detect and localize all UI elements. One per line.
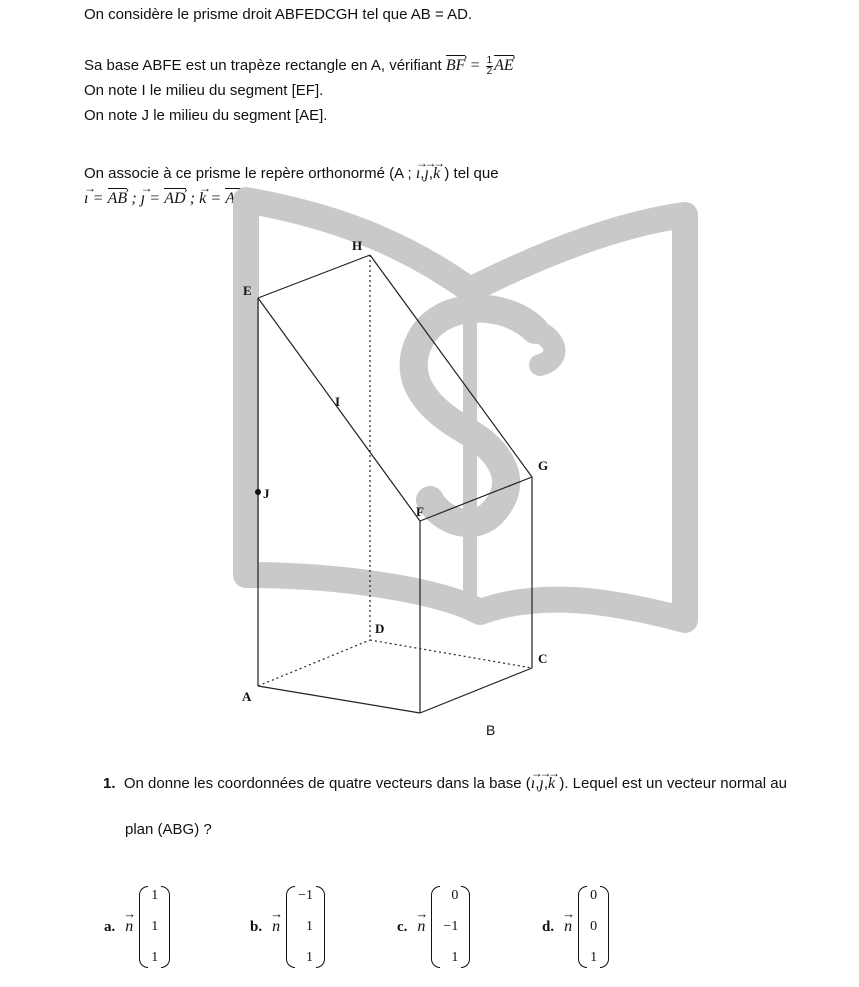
vector-entries: [148, 886, 161, 968]
right-paren: [161, 886, 170, 968]
edge-ab: [258, 686, 420, 713]
equals-sign: =: [210, 190, 222, 207]
entry-x: −1: [298, 888, 313, 903]
column-vector: [578, 886, 609, 968]
label-j: J: [263, 486, 270, 501]
fraction-numerator: 1: [486, 54, 493, 66]
entry-y: −1: [443, 919, 459, 934]
question-text-end: ). Lequel est un vecteur normal au: [559, 775, 787, 792]
edge-bc: [420, 668, 532, 713]
semicolon: ;: [131, 190, 141, 207]
frame-text-end: ) tel que: [444, 165, 499, 182]
vector-k: k →: [199, 187, 206, 209]
choice-b[interactable]: [250, 886, 325, 968]
vector-k: k →: [548, 772, 555, 794]
fraction-denominator: 2: [486, 65, 493, 77]
entry-y: 1: [306, 919, 313, 934]
vector-aj: › AJ: [225, 187, 242, 209]
comma: ,: [535, 775, 540, 792]
vector-n: n →: [272, 918, 280, 936]
edge-ef: [258, 298, 420, 521]
column-vector: [139, 886, 170, 968]
comma: ,: [428, 165, 434, 182]
right-paren: [316, 886, 325, 968]
label-b: B: [486, 722, 496, 738]
left-paren: [286, 886, 295, 968]
right-paren: [600, 886, 609, 968]
statement-line-4: On note J le milieu du segment [AE].: [84, 107, 328, 124]
choice-b-letter: b.: [250, 918, 263, 935]
choice-c-letter: c.: [397, 918, 408, 935]
question-line-2: plan (ABG) ?: [125, 821, 212, 838]
s-symbol-tail: [535, 330, 554, 365]
equals-sign: =: [469, 57, 481, 74]
column-vector: [431, 886, 470, 968]
entry-z: 1: [451, 950, 459, 965]
choice-d-letter: d.: [542, 918, 555, 935]
vector-i: ı →: [416, 162, 420, 184]
label-a: A: [242, 689, 252, 704]
label-d: D: [375, 621, 385, 636]
vector-n: n →: [564, 918, 572, 936]
left-paren: [139, 886, 148, 968]
choice-a[interactable]: [104, 886, 170, 968]
statement-line-3: On note I le milieu du segment [EF].: [84, 82, 324, 99]
vector-n: n →: [417, 918, 425, 936]
vector-ae: › AE: [494, 54, 514, 76]
entry-y: 0: [590, 919, 598, 934]
semicolon: ;: [189, 190, 200, 207]
question-number: 1.: [103, 775, 116, 792]
choice-c[interactable]: [397, 886, 470, 968]
label-h: H: [352, 238, 363, 253]
vector-j: ȷ →: [424, 162, 428, 184]
equals-sign: =: [92, 190, 104, 207]
vector-i: ı →: [84, 187, 88, 209]
question-line-1: [103, 772, 787, 794]
entry-z: 1: [306, 950, 313, 965]
comma: ,: [420, 165, 425, 182]
prism-edges: [258, 255, 532, 713]
statement-line-1: On considère le prisme droit ABFEDCGH tel que AB = AD.: [84, 6, 473, 23]
statement-line-2-text: Sa base ABFE est un trapèze rectangle en A, vérifiant: [84, 57, 442, 74]
entry-y: 1: [151, 919, 159, 934]
edge-eh: [258, 255, 370, 298]
vector-entries: [440, 886, 461, 968]
choice-d[interactable]: [542, 886, 609, 968]
left-paren: [431, 886, 440, 968]
book-watermark: [246, 200, 685, 620]
label-e: E: [243, 283, 252, 298]
entry-z: 1: [151, 950, 159, 965]
label-i: I: [335, 394, 341, 409]
vector-entries: [295, 886, 316, 968]
right-paren: [461, 886, 470, 968]
vector-ab: › AB: [108, 187, 128, 209]
vector-i: ı →: [531, 772, 535, 794]
vector-entries: [587, 886, 600, 968]
column-vector: [286, 886, 325, 968]
entry-x: 0: [451, 888, 459, 903]
question-text: On donne les coordonnées de quatre vecteurs dans la base (: [123, 775, 531, 792]
vector-j: ȷ →: [539, 772, 543, 794]
label-c: C: [538, 651, 548, 666]
entry-z: 1: [590, 950, 598, 965]
label-g: G: [538, 458, 549, 473]
vector-ad: › AD: [164, 187, 185, 209]
vector-k: k →: [433, 162, 440, 184]
entry-x: 1: [151, 888, 159, 903]
equals-sign: =: [149, 190, 161, 207]
comma: ,: [543, 775, 549, 792]
point-j-dot: [255, 489, 261, 495]
edge-ad-hidden: [258, 640, 370, 686]
vector-n: n →: [125, 918, 133, 936]
vector-j: ȷ →: [141, 187, 145, 209]
edge-dc-hidden: [370, 640, 532, 668]
frame-text: On associe à ce prisme le repère orthonormé (A ;: [84, 165, 412, 182]
vector-bf: › BF: [446, 54, 466, 76]
left-paren: [578, 886, 587, 968]
label-f: F: [416, 504, 424, 519]
entry-x: 0: [590, 888, 598, 903]
choice-a-letter: a.: [104, 918, 116, 935]
